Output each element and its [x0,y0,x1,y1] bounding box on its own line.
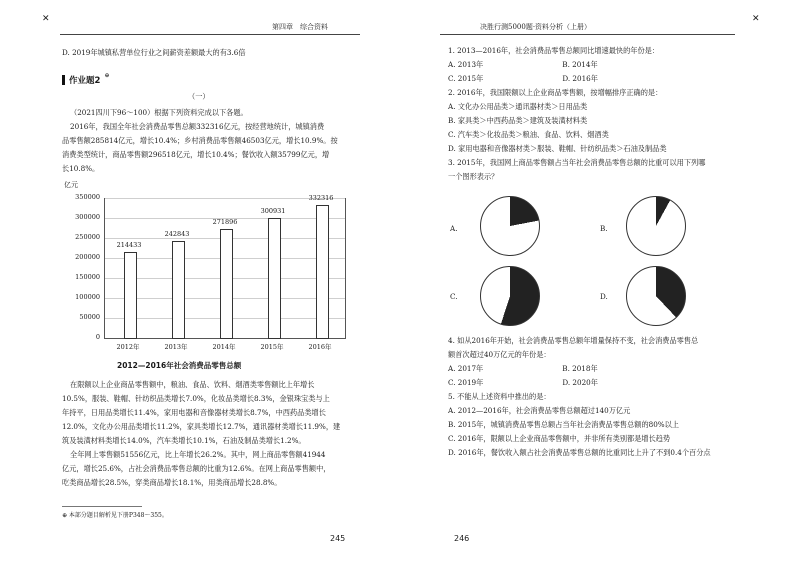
part-label: （一） [188,92,210,101]
section-title: 作业题2 [69,76,101,86]
option-line: B. 家具类＞中西药品类＞建筑及装潢材料类 [448,116,588,125]
paragraph-2-line: 年持平，日用品类增长11.4%，家用电器和音像器材类增长8.7%，中西药品类增长 [62,408,326,417]
previous-answer-option: D. 2019年城镇私营单位行业之间薪资差额最大的有3.6倍 [62,48,246,57]
option-line: D. 2016年，餐饮收入额占社会消费品零售总额的比重同比上升了不到0.4个百分点 [448,448,711,457]
question-line: 2. 2016年，我国限额以上企业商品零售额，按增幅排序正确的是： [448,88,663,97]
section-mark: ⊕ [104,71,110,79]
bar-2013年 [172,241,185,339]
paragraph-3-line: 全年网上零售额51556亿元，比上年增长26.2%。其中，网上商品零售额41944 [70,450,326,459]
left-header-chapter: 第四章 综合资料 [272,23,328,31]
y-tick-label: 300000 [75,213,100,221]
paragraph-2-line: 筑及装潢材料类增长14.0%，汽车类增长10.1%，石油及制品类增长1.2%。 [62,436,306,445]
x-tick-label: 2013年 [164,343,188,351]
paragraph-3-line: 吃类商品增长28.5%，穿类商品增长18.1%，用类商品增长28.8%。 [62,478,282,487]
section-bar-icon [62,75,65,85]
question-line: 5. 不能从上述资料中推出的是： [448,392,551,401]
option-line: D. 家用电器和音像器材类＞服装、鞋帽、针纺织品类＞石油及制品类 [448,144,667,153]
pie-chart-option-c [480,266,540,326]
y-axis-unit: 亿元 [64,181,78,189]
footnote: ⊕ 本部分题目解析见下册P348～355。 [62,512,168,519]
pie-option-label-c: C. [450,292,458,301]
option-line: A. 文化办公用品类＞通讯器材类＞日用品类 [448,102,588,111]
option-line: A. 2017年 B. 2018年 [448,364,598,373]
x-tick-label: 2014年 [212,343,236,351]
footnote-rule [62,506,142,507]
question-line: 额首次超过40万亿元的年份是： [448,350,551,359]
plot-area [104,194,346,339]
section-heading [62,71,110,86]
questions-1-3 [448,44,768,184]
paragraph-1 [62,120,362,176]
y-tick-label: 150000 [75,273,100,281]
pie-chart-option-b [626,196,686,256]
bar-2012年 [124,252,137,339]
x-tick-label: 2012年 [116,343,140,351]
pie-option-label-d: D. [600,292,608,301]
bar-2016年 [316,205,329,339]
paragraph-2-line: 10.5%，服装、鞋帽、针纺织品类增长7.0%，化妆品类增长8.3%，金银珠宝类与上 [62,394,330,403]
option-line: C. 2019年 D. 2020年 [448,378,598,387]
pie-option-label-b: B. [600,224,608,233]
right-header-title: 决胜行测5000题·资料分析（上册） [480,23,592,31]
pie-option-label-a: A. [450,224,458,233]
paragraph-3 [62,448,362,492]
left-header-rule [60,34,360,35]
questions-4-5 [448,334,778,464]
bar-value-label: 214433 [116,241,142,250]
right-header-rule [440,34,735,35]
paragraph-1-line: 品零售额285814亿元，增长10.4%；乡村消费品零售额46503亿元，增长10.9%。按 [62,136,338,145]
paragraph-1-line: 2016年，我国全年社会消费品零售总额332316亿元，按经营地统计，城镇消费 [70,122,325,131]
left-page-number: 245 [330,534,346,543]
pie-chart-option-a [480,196,540,256]
paragraph-1-line: 消费类型统计，商品零售额296518亿元，增长10.4%；餐饮收入额35799亿元，增 [62,150,330,159]
y-tick-label: 200000 [75,253,100,261]
question-line: 一个图形表示？ [448,172,499,181]
right-page-number: 246 [454,534,470,543]
y-tick-label: 0 [95,333,100,341]
paragraph-2-line: 12.0%，文化办公用品类增长11.2%，家具类增长12.7%，通讯器材类增长11.9%，建 [62,422,341,431]
y-tick-label: 100000 [75,293,100,301]
bar-value-label: 271896 [212,218,238,227]
bar-chart [62,180,352,375]
left-header-ornament: ✕ [42,14,50,24]
paragraph-3-line: 亿元，增长25.6%，占社会消费品零售总额的比重为12.6%。在网上商品零售额中， [62,464,331,473]
x-tick-label: 2016年 [308,343,332,351]
option-line: C. 2016年，限额以上企业商品零售额中，并非所有类别都是增长趋势 [448,434,671,443]
option-line: A. 2012—2016年，社会消费品零售总额超过140万亿元 [448,406,631,415]
bar-value-label: 242843 [164,229,190,238]
bar-2015年 [268,218,281,339]
question-line: 4. 如从2016年开始，社会消费品零售总额年增量保持不变，社会消费品零售总 [448,336,699,345]
question-line: 3. 2015年，我国网上商品零售额占当年社会消费品零售总额的比重可以用下列哪 [448,158,706,167]
option-line: C. 汽车类＞化妆品类＞粮油、食品、饮料、烟酒类 [448,130,609,139]
intro-text: （2021四川下96～100）根据下列资料完成以下各题。 [70,108,248,117]
right-header-ornament: ✕ [752,14,760,24]
y-tick-label: 250000 [75,233,100,241]
paragraph-1-line: 长10.8%。 [62,164,100,173]
y-tick-label: 50000 [79,313,100,321]
option-line: B. 2015年，城镇消费品零售总额占当年社会消费品零售总额的80%以上 [448,420,679,429]
x-tick-label: 2015年 [260,343,284,351]
bar-2014年 [220,229,233,339]
option-line: A. 2013年 B. 2014年 [448,60,598,69]
paragraph-2-line: 在限额以上企业商品零售额中，粮油、食品、饮料、烟酒类零售额比上年增长 [70,380,315,389]
chart-title: 2012—2016年社会消费品零售总额 [117,361,242,370]
question-line: 1. 2013—2016年，社会消费品零售总额同比增速最快的年份是： [448,46,660,55]
option-line: C. 2015年 D. 2016年 [448,74,598,83]
bar-value-label: 300931 [260,206,286,215]
bar-value-label: 332316 [308,194,334,203]
y-tick-label: 350000 [75,193,100,201]
pie-chart-option-d [626,266,686,326]
paragraph-2 [62,378,362,450]
